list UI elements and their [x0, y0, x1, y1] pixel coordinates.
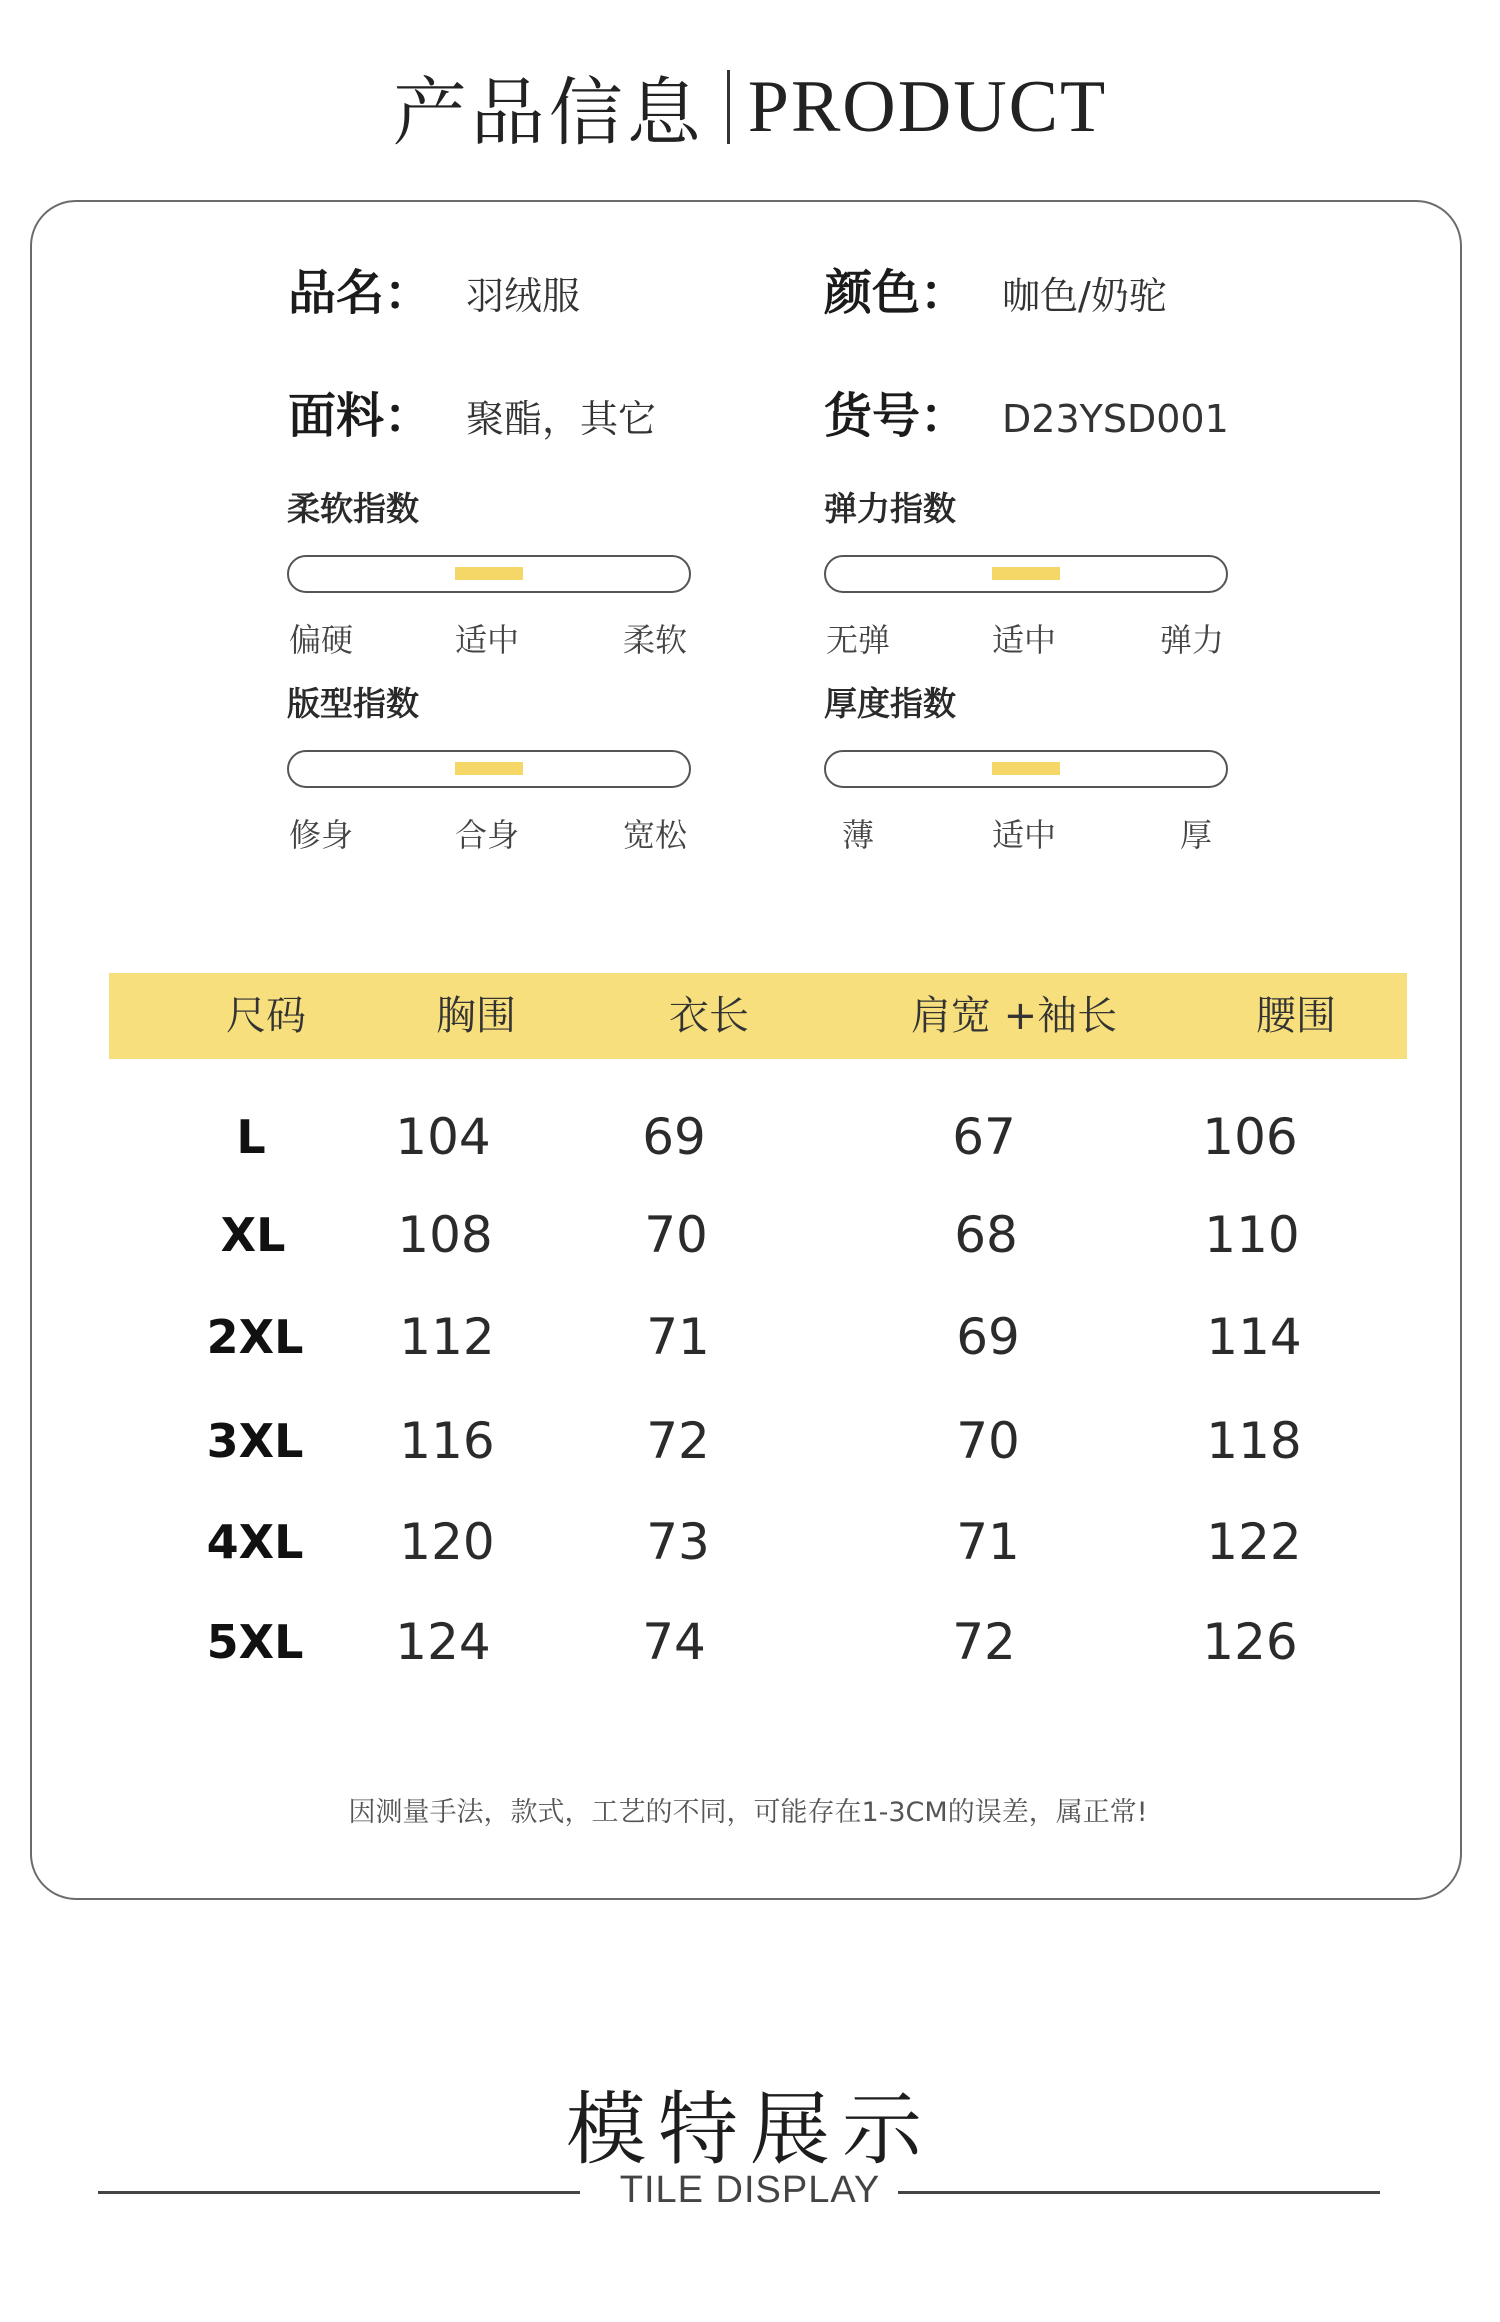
waist-cell: 118	[1206, 1412, 1302, 1470]
info-product-name	[288, 254, 580, 323]
elasticity-index	[824, 489, 1228, 659]
color-label: 颜色：	[824, 265, 969, 321]
shoulder-sleeve-cell: 68	[954, 1206, 1018, 1264]
index-level-marker	[992, 762, 1060, 775]
length-cell: 74	[642, 1613, 706, 1671]
table-row	[32, 1205, 1464, 1265]
index-label-high: 宽松	[623, 816, 688, 854]
info-color	[824, 254, 1167, 323]
index-title: 弹力指数	[824, 489, 956, 528]
waist-cell: 106	[1202, 1108, 1298, 1166]
shoulder-sleeve-cell: 67	[952, 1108, 1016, 1166]
index-label-low: 修身	[289, 816, 354, 854]
index-label-mid: 适中	[455, 621, 520, 659]
product-name-value: 羽绒服	[466, 274, 581, 318]
fabric-label: 面料：	[288, 388, 433, 444]
model-display-title-en: TILE DISPLAY	[619, 2169, 881, 2211]
index-labels	[824, 615, 1228, 659]
shoulder-sleeve-cell: 69	[956, 1308, 1020, 1366]
size-cell: 2XL	[206, 1310, 304, 1364]
fabric-value: 聚酯，其它	[466, 397, 657, 441]
index-track	[824, 555, 1228, 593]
header-length: 衣长	[669, 993, 749, 1039]
length-cell: 70	[644, 1206, 708, 1264]
chest-cell: 116	[399, 1412, 495, 1470]
index-track	[824, 750, 1228, 788]
size-cell: L	[236, 1110, 266, 1164]
header-divider	[727, 70, 730, 144]
size-cell: 4XL	[206, 1515, 304, 1569]
index-title: 柔软指数	[287, 489, 419, 528]
waist-cell: 110	[1204, 1206, 1300, 1264]
model-display-title-cn: 模特展示	[566, 2083, 934, 2176]
length-cell: 71	[646, 1308, 710, 1366]
product-info-header	[0, 52, 1500, 162]
index-labels	[287, 810, 691, 854]
info-sku	[824, 377, 1229, 446]
table-row	[32, 1612, 1464, 1672]
header-chest: 胸围	[436, 993, 516, 1039]
sku-value: D23YSD001	[1002, 397, 1229, 441]
length-cell: 69	[642, 1108, 706, 1166]
header-size: 尺码	[226, 993, 306, 1039]
index-title: 厚度指数	[824, 684, 956, 723]
size-cell: 3XL	[206, 1414, 304, 1468]
length-cell: 72	[646, 1412, 710, 1470]
info-fabric	[288, 377, 656, 446]
fit-index	[287, 684, 691, 854]
index-label-low: 偏硬	[289, 621, 354, 659]
size-cell: XL	[220, 1208, 286, 1262]
index-track	[287, 555, 691, 593]
index-level-marker	[455, 762, 523, 775]
header-waist: 腰围	[1256, 993, 1336, 1039]
index-title: 版型指数	[287, 684, 419, 723]
product-info-card	[30, 200, 1462, 1900]
index-level-marker	[455, 567, 523, 580]
index-label-high: 弹力	[1160, 621, 1225, 659]
header-title-en: PRODUCT	[747, 65, 1108, 148]
length-cell: 73	[646, 1513, 710, 1571]
index-label-mid: 适中	[992, 816, 1057, 854]
size-cell: 5XL	[206, 1615, 304, 1669]
table-row	[32, 1411, 1464, 1471]
table-row	[32, 1107, 1464, 1167]
index-track	[287, 750, 691, 788]
waist-cell: 114	[1206, 1308, 1302, 1366]
shoulder-sleeve-cell: 71	[956, 1513, 1020, 1571]
chest-cell: 124	[395, 1613, 491, 1671]
index-label-low: 薄	[842, 816, 875, 854]
color-value: 咖色/奶驼	[1002, 274, 1167, 318]
model-display-subtitle	[0, 2165, 1500, 2215]
header-shoulder-sleeve: 肩宽 +袖长	[910, 993, 1118, 1039]
index-labels	[287, 615, 691, 659]
product-name-label: 品名：	[288, 265, 433, 321]
measurement-note: 因测量手法，款式，工艺的不同，可能存在1-3CM的误差，属正常!	[348, 1797, 1148, 1828]
index-label-high: 柔软	[623, 621, 688, 659]
index-label-high: 厚	[1180, 816, 1213, 854]
chest-cell: 120	[399, 1513, 495, 1571]
softness-index	[287, 489, 691, 659]
footer-divider-right	[898, 2191, 1380, 2194]
shoulder-sleeve-cell: 72	[952, 1613, 1016, 1671]
index-label-low: 无弹	[826, 621, 891, 659]
shoulder-sleeve-cell: 70	[956, 1412, 1020, 1470]
table-row	[32, 1512, 1464, 1572]
index-label-mid: 合身	[455, 816, 520, 854]
chest-cell: 108	[397, 1206, 493, 1264]
index-labels	[824, 810, 1228, 854]
chest-cell: 104	[395, 1108, 491, 1166]
table-row	[32, 1307, 1464, 1367]
waist-cell: 126	[1202, 1613, 1298, 1671]
size-table-header	[109, 973, 1407, 1059]
thickness-index	[824, 684, 1228, 854]
waist-cell: 122	[1206, 1513, 1302, 1571]
index-label-mid: 适中	[992, 621, 1057, 659]
header-title-cn: 产品信息	[392, 70, 705, 156]
chest-cell: 112	[399, 1308, 495, 1366]
index-level-marker	[992, 567, 1060, 580]
sku-label: 货号：	[824, 388, 969, 444]
